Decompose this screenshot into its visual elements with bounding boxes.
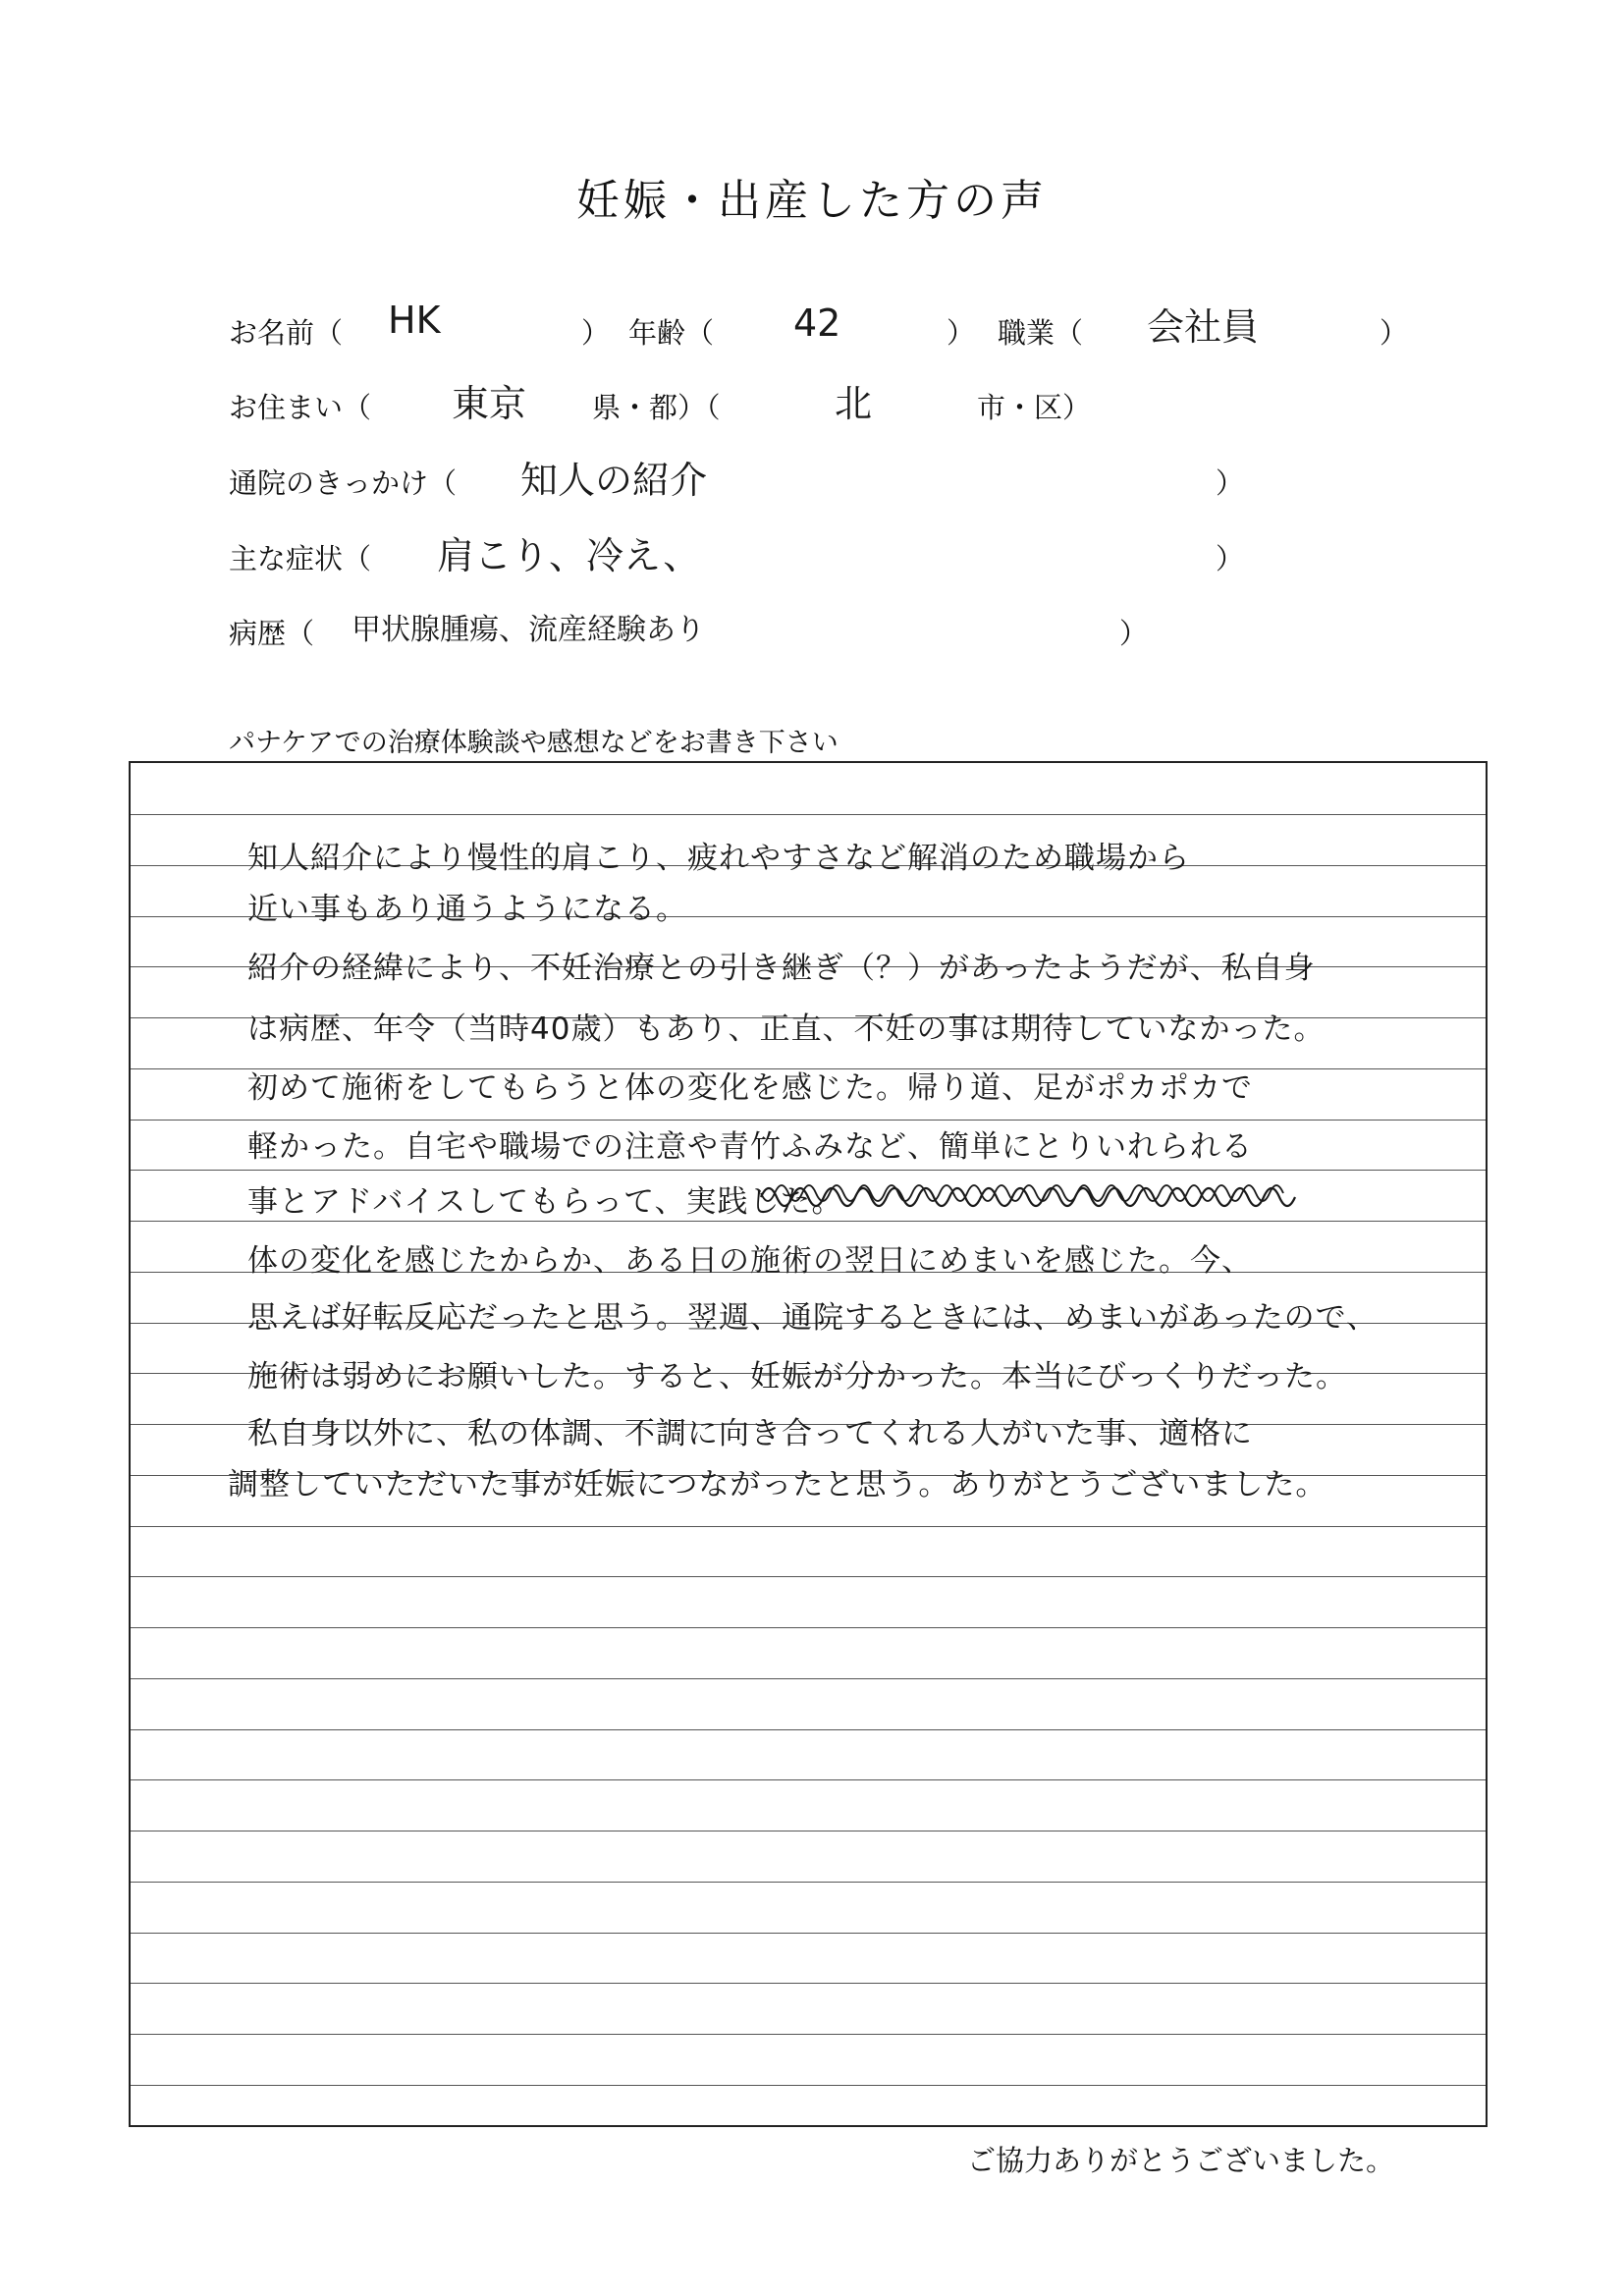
name-value: HK bbox=[388, 299, 441, 342]
ruled-line bbox=[131, 2085, 1486, 2086]
ruled-line bbox=[131, 1729, 1486, 1730]
job-value: 会社員 bbox=[1147, 305, 1260, 349]
note-line: は病歴、年令（当時40歳）もあり、正直、不妊の事は期待していなかった。 bbox=[247, 1011, 1326, 1047]
history-close: ） bbox=[1119, 617, 1149, 650]
ruled-line bbox=[131, 1627, 1486, 1628]
ruled-line bbox=[131, 1933, 1486, 1934]
name-label: お名前（ bbox=[229, 316, 344, 350]
note-line: 初めて施術をしてもらうと体の変化を感じた。帰り道、足がポカポカで bbox=[247, 1070, 1253, 1106]
trigger-value: 知人の紹介 bbox=[520, 459, 708, 502]
trigger-label: 通院のきっかけ（ bbox=[229, 466, 458, 500]
scribble-crossout bbox=[756, 1174, 1306, 1217]
page-title: 妊娠・出産した方の声 bbox=[576, 176, 1048, 226]
notes-prompt: パナケアでの治療体験談や感想などをお書き下さい bbox=[229, 728, 839, 758]
ruled-line bbox=[131, 1779, 1486, 1780]
note-line: 思えば好転反応だったと思う。翌週、通院するときには、めまいがあったので、 bbox=[247, 1300, 1379, 1336]
ruled-line bbox=[131, 2034, 1486, 2035]
note-line: 調整していただいた事が妊娠につながったと思う。ありがとうございました。 bbox=[228, 1467, 1327, 1503]
note-line: 知人紹介により慢性的肩こり、疲れやすさなど解消のため職場から bbox=[247, 841, 1190, 876]
note-line: 事とアドバイスしてもらって、実践した。 bbox=[247, 1184, 843, 1220]
ruled-line bbox=[131, 1221, 1486, 1222]
ruled-line bbox=[131, 1576, 1486, 1577]
ruled-line bbox=[131, 1983, 1486, 1984]
ruled-line bbox=[131, 1882, 1486, 1883]
symptom-label: 主な症状（ bbox=[229, 542, 372, 575]
note-line: 軽かった。自宅や職場での注意や青竹ふみなど、簡単にとりいれられる bbox=[247, 1129, 1253, 1165]
thanks-message: ご協力ありがとうございました。 bbox=[967, 2144, 1395, 2177]
ruled-line bbox=[131, 1120, 1486, 1121]
prefecture-value: 東京 bbox=[452, 382, 527, 425]
note-line: 施術は弱めにお願いした。すると、妊娠が分かった。本当にびっくりだった。 bbox=[247, 1359, 1347, 1394]
note-line: 体の変化を感じたからか、ある日の施術の翌日にめまいを感じた。今、 bbox=[247, 1243, 1253, 1279]
job-label: 職業（ bbox=[998, 316, 1084, 350]
symptom-value: 肩こり、冷え、 bbox=[437, 534, 701, 577]
trigger-close: ） bbox=[1216, 466, 1245, 500]
city-suffix: 市・区） bbox=[977, 391, 1092, 424]
ruled-line bbox=[131, 1678, 1486, 1679]
name-close: ） bbox=[581, 316, 611, 350]
note-line: 私自身以外に、私の体調、不調に向き合ってくれる人がいた事、適格に bbox=[247, 1416, 1253, 1451]
age-value: 42 bbox=[793, 301, 841, 345]
job-close: ） bbox=[1380, 316, 1409, 350]
history-value: 甲状腺腫瘍、流産経験あり bbox=[352, 613, 705, 647]
age-close: ） bbox=[947, 316, 976, 350]
note-line: 紹介の経緯により、不妊治療との引き継ぎ（？）があったようだが、私自身 bbox=[247, 951, 1316, 986]
city-value: 北 bbox=[835, 382, 873, 425]
address-label: お住まい（ bbox=[229, 391, 372, 424]
note-line: 近い事もあり通うようになる。 bbox=[247, 892, 687, 927]
prefecture-suffix: 県・都）（ bbox=[592, 391, 721, 424]
age-label: 年齢（ bbox=[628, 316, 715, 350]
ruled-line bbox=[131, 814, 1486, 815]
symptom-close: ） bbox=[1216, 542, 1245, 575]
ruled-line bbox=[131, 1170, 1486, 1171]
history-label: 病歴（ bbox=[229, 617, 315, 650]
ruled-line bbox=[131, 1526, 1486, 1527]
